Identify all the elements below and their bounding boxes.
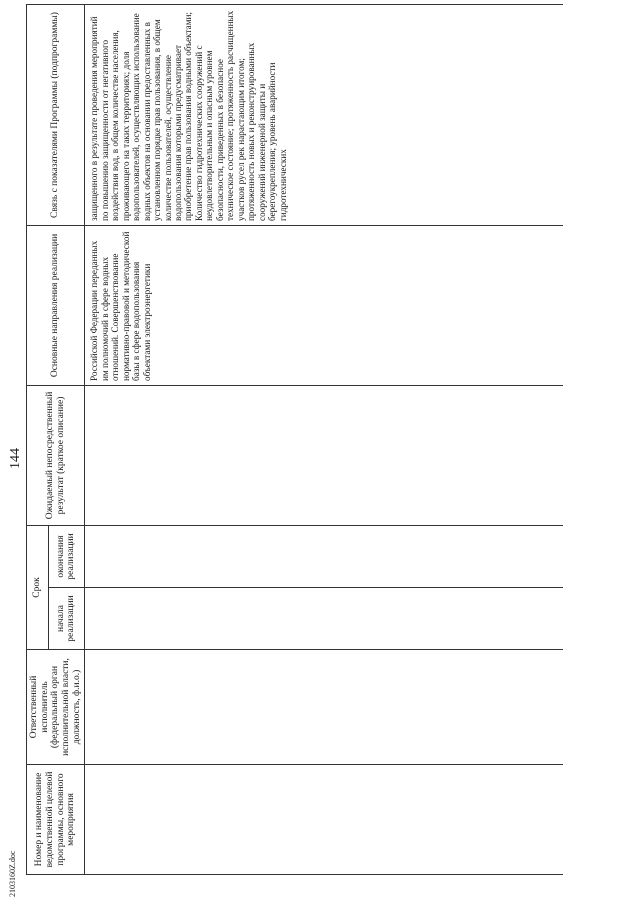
link-text: защищенного в результате проведения мероприятий по повышению защищенности от негативного воздействия вод, в общем количестве населения, проживающего на таких территориях; доля водопользователей, осуществляющих использование водных объектов на основании предоставленных в установленном порядке прав пользования, в общем количестве пользователей, осуществление водопользования которыми предусматривает приобретение прав пользования водными объектами; Количество гидротехнических сооружений с неудовлетворительным и опасным уровнем безопасности, приведенных в безопасное техническое состояние; протяженность расчищенных участков русел рек нарастающим итогом; протяженность новых и реконструированных сооружений инженерной защиты и берегоукрепления; уровень аварийности гидротехнических: [89, 10, 288, 221]
cell-executor: [85, 650, 564, 765]
cell-result: [85, 385, 564, 525]
header-executor: Ответственный исполнитель (федеральный орган исполнительной власти, должность, ф.и.о.): [27, 650, 85, 765]
cell-term-end: [85, 525, 564, 587]
page-number: 144: [8, 448, 23, 469]
header-term: Срок: [27, 525, 49, 649]
header-link: Связь с показателями Программы (подпрограммы): [27, 4, 85, 225]
program-table: [26, 4, 563, 875]
cell-directions: [85, 225, 564, 385]
cell-number-name: [85, 765, 564, 875]
header-term-end: окончания реализации: [48, 525, 84, 587]
cell-term-start: [85, 588, 564, 650]
header-term-start: начала реализации: [48, 588, 84, 650]
table-row: [85, 4, 564, 874]
directions-text: Российской Федерации переданных им полномочий в сфере водных отношений. Совершенствование нормативно-правовой и методической базы в сфере водопользования объектами электроэнергетики: [89, 231, 152, 381]
header-number-name: Номер и наименование ведомственной целевой программы, основного мероприятия: [27, 765, 85, 875]
cell-link: [85, 4, 564, 225]
document-code: 2103160Z.doc: [8, 850, 17, 897]
header-directions: Основные направления реализации: [27, 225, 85, 385]
header-result: Ожидаемый непосредственный результат (краткое описание): [27, 385, 85, 525]
